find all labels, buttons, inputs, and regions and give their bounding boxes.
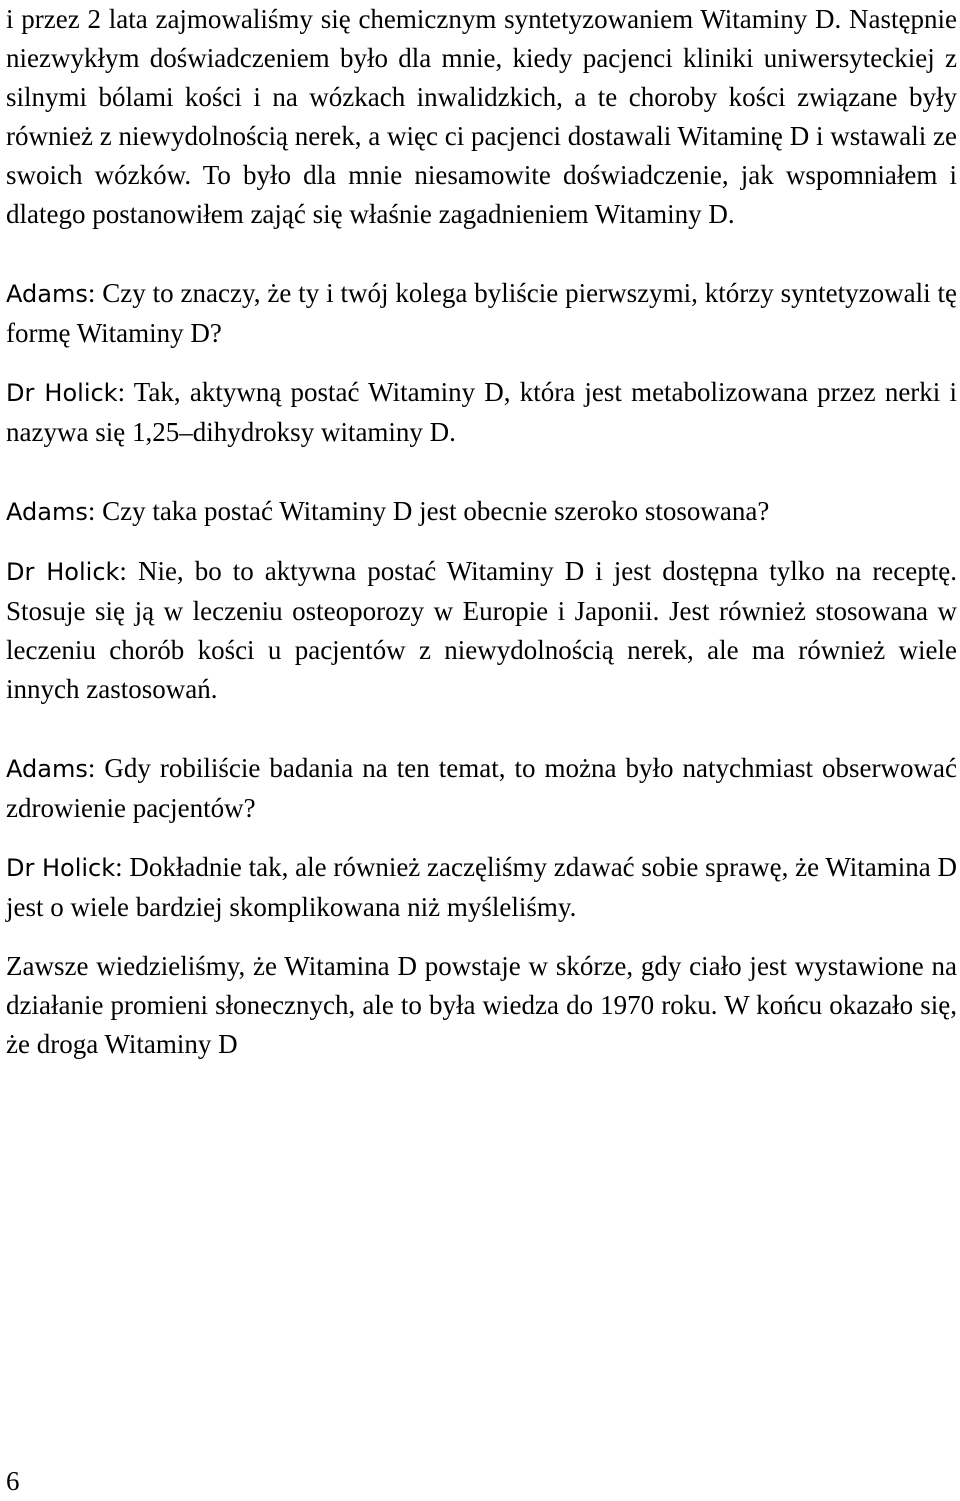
speaker-label: Adams [6, 280, 88, 308]
interview-text: : Gdy robiliście badania na ten temat, to można było natychmiast obserwować zdrowienie pacjentów? [6, 753, 957, 823]
interview-text: : Nie, bo to aktywna postać Witaminy D i jest dostępna tylko na receptę. Stosuje się ją w leczeniu osteoporozy w Europie i Japonii. Jest również stosowana w leczeniu chorób kości u pacjentów z niewydolnością nerek, ale ma również wiele innych zastosowań. [6, 556, 957, 704]
speaker-label: Adams [6, 498, 88, 526]
interview-text: : Dokładnie tak, ale również zaczęliśmy zdawać sobie sprawę, że Witamina D jest o wiele bardziej skomplikowana niż myśleliśmy. [6, 852, 957, 922]
closing-paragraph: Zawsze wiedzieliśmy, że Witamina D powstaje w skórze, gdy ciało jest wystawione na działanie promieni słonecznych, ale to była wiedza do 1970 roku. W końcu okazało się, że droga Witaminy D [6, 951, 957, 1059]
speaker-label: Dr Holick [6, 854, 116, 882]
interview-paragraph-adams-1 [6, 274, 957, 353]
page-number: 6 [6, 1466, 20, 1496]
speaker-label: Dr Holick [6, 558, 120, 586]
interview-paragraph-holick-2 [6, 552, 957, 709]
interview-paragraph-holick-3 [6, 848, 957, 927]
interview-text: : Czy to znaczy, że ty i twój kolega byliście pierwszymi, którzy syntetyzowali tę formę Witaminy D? [6, 278, 957, 348]
intro-paragraph: i przez 2 lata zajmowaliśmy się chemicznym syntetyzowaniem Witaminy D. Następnie niezwykłym doświadczeniem było dla mnie, kiedy pacjenci kliniki uniwersyteckiej z silnymi bólami kości i na wózkach inwalidzkich, a te choroby kości związane były również z niewydolnością nerek, a więc ci pacjenci dostawali Witaminę D i wstawali ze swoich wózków. To było dla mnie niesamowite doświadczenie, jak wspomniałem i dlatego postanowiłem zająć się właśnie zagadnieniem Witaminy D. [6, 4, 957, 229]
document-page [6, 0, 957, 1064]
interview-paragraph-holick-1 [6, 373, 957, 452]
interview-text: : Tak, aktywną postać Witaminy D, która jest metabolizowana przez nerki i nazywa się 1,25–dihydroksy witaminy D. [6, 377, 957, 447]
speaker-label: Dr Holick [6, 379, 118, 407]
speaker-label: Adams [6, 755, 88, 783]
interview-text: : Czy taka postać Witaminy D jest obecnie szeroko stosowana? [87, 496, 770, 526]
interview-paragraph-adams-3 [6, 749, 957, 828]
interview-paragraph-adams-2 [6, 492, 957, 532]
